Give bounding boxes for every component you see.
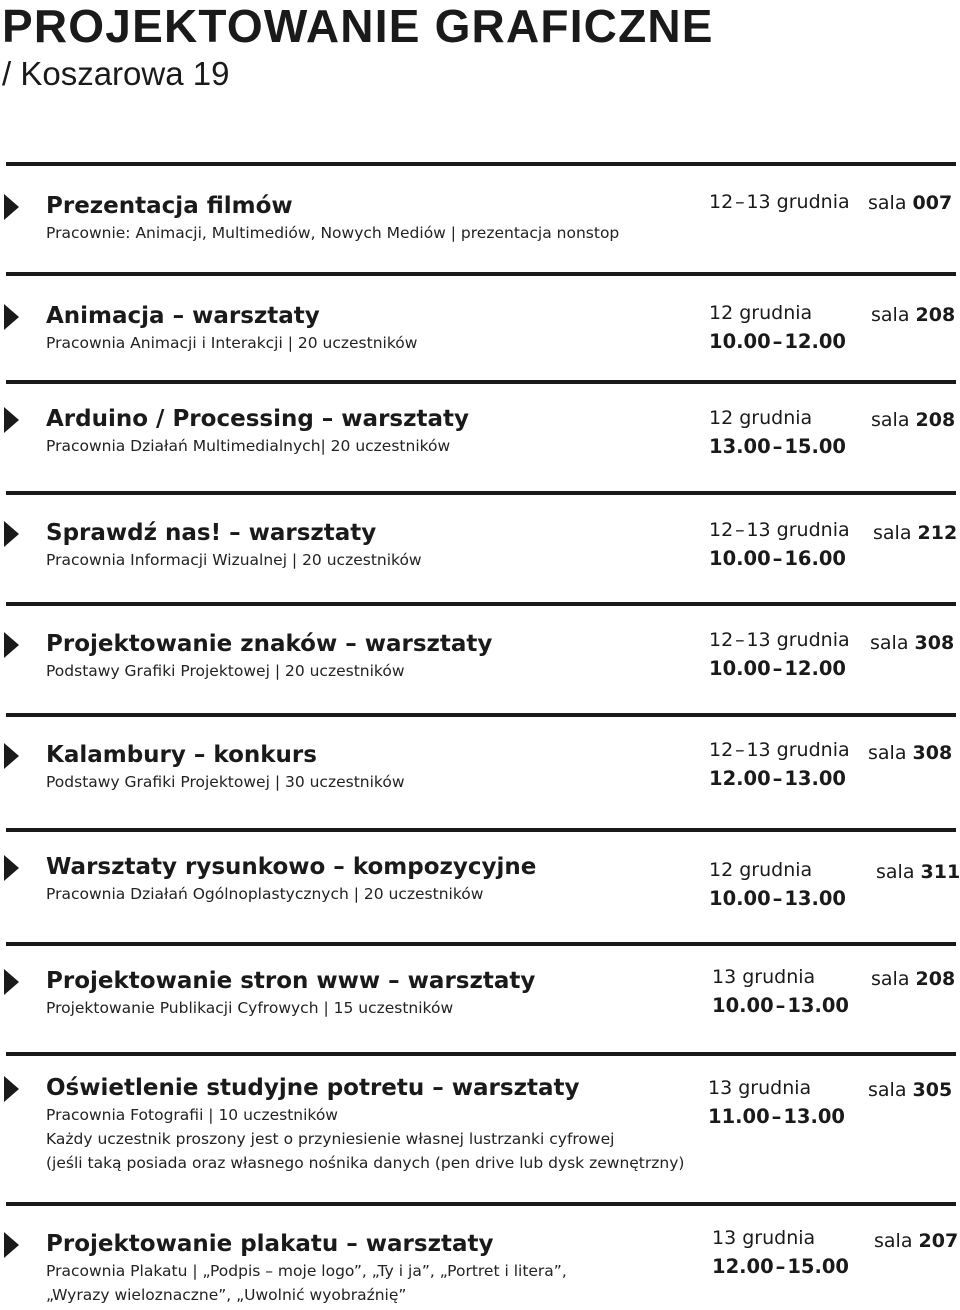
room-number: 308 [912, 742, 953, 764]
room-label: sala [874, 1230, 913, 1252]
room-number: 208 [915, 968, 956, 990]
arrow-bullet-icon [4, 855, 19, 881]
event-title: Animacja – warsztaty [46, 303, 320, 329]
arrow-bullet-icon [4, 521, 19, 547]
room-label: sala [871, 409, 910, 431]
event-title: Oświetlenie studyjne potretu – warsztaty [46, 1075, 580, 1101]
room-number: 305 [912, 1079, 953, 1101]
event-title: Projektowanie stron www – warsztaty [46, 968, 536, 994]
event-description: Podstawy Grafiki Projektowej | 30 uczestników [46, 773, 405, 791]
event-date: 13 grudnia [708, 1077, 812, 1099]
room-label: sala [870, 632, 909, 654]
event-time: 10.00 – 12.00 [709, 657, 846, 680]
divider-line [6, 1052, 956, 1056]
page-title: PROJEKTOWANIE GRAFICZNE [2, 0, 714, 52]
event-description: Pracownia Fotografii | 10 uczestników [46, 1106, 338, 1124]
event-time: 10.00 – 16.00 [709, 547, 846, 570]
room-label: sala [876, 861, 915, 883]
arrow-bullet-icon [4, 1232, 19, 1258]
event-title: Sprawdź nas! – warsztaty [46, 520, 377, 546]
event-description: Podstawy Grafiki Projektowej | 20 uczestników [46, 662, 405, 680]
divider-line [6, 602, 956, 606]
room-number: 212 [917, 522, 958, 544]
room-number: 208 [915, 304, 956, 326]
event-date: 13 grudnia [712, 966, 816, 988]
event-description: Projektowanie Publikacji Cyfrowych | 15 uczestników [46, 999, 454, 1017]
event-room [874, 1229, 958, 1253]
divider-line [6, 713, 956, 717]
room-label: sala [868, 1079, 907, 1101]
room-number: 007 [912, 192, 953, 214]
event-time: 10.00 – 13.00 [709, 887, 846, 910]
event-title: Arduino / Processing – warsztaty [46, 406, 469, 432]
event-time: 13.00 – 15.00 [709, 435, 846, 458]
room-label: sala [873, 522, 912, 544]
event-date: 12 grudnia [709, 407, 813, 429]
room-number: 308 [914, 632, 955, 654]
event-description: Pracownia Informacji Wizualnej | 20 uczestników [46, 551, 422, 569]
room-number: 207 [918, 1230, 959, 1252]
room-number: 208 [915, 409, 956, 431]
arrow-bullet-icon [4, 1076, 19, 1102]
event-description: Każdy uczestnik proszony jest o przyniesienie własnej lustrzanki cyfrowej [46, 1130, 615, 1148]
event-date: 12 – 13 grudnia [709, 629, 850, 651]
event-description: „Wyrazy wieloznaczne”, „Uwolnić wyobraźnię” [46, 1286, 407, 1304]
room-label: sala [871, 968, 910, 990]
room-number: 311 [920, 861, 960, 883]
event-title: Projektowanie plakatu – warsztaty [46, 1231, 494, 1257]
divider-line [6, 942, 956, 946]
event-time: 12.00 – 15.00 [712, 1255, 849, 1278]
divider-line [6, 1202, 956, 1206]
event-room [871, 967, 955, 991]
event-date: 12 grudnia [709, 302, 813, 324]
event-time: 12.00 – 13.00 [709, 767, 846, 790]
event-date: 13 grudnia [712, 1227, 816, 1249]
divider-line [6, 272, 956, 276]
arrow-bullet-icon [4, 743, 19, 769]
divider-line [6, 491, 956, 495]
divider-line [6, 828, 956, 832]
arrow-bullet-icon [4, 407, 19, 433]
event-date: 12 grudnia [709, 859, 813, 881]
event-room [873, 521, 957, 545]
event-date: 12 – 13 grudnia [709, 191, 850, 213]
event-room [876, 860, 960, 884]
room-label: sala [871, 304, 910, 326]
event-time: 10.00 – 12.00 [709, 330, 846, 353]
event-time: 10.00 – 13.00 [712, 994, 849, 1017]
event-title: Kalambury – konkurs [46, 742, 317, 768]
event-description: Pracownie: Animacji, Multimediów, Nowych Mediów | prezentacja nonstop [46, 224, 620, 242]
event-description: Pracownia Plakatu | „Podpis – moje logo”, „Ty i ja”, „Portret i litera”, [46, 1262, 567, 1280]
event-room [870, 631, 954, 655]
event-description: (jeśli taką posiada oraz własnego nośnika danych (pen drive lub dysk zewnętrzny) [46, 1154, 685, 1172]
arrow-bullet-icon [4, 304, 19, 330]
event-description: Pracownia Animacji i Interakcji | 20 uczestników [46, 334, 418, 352]
event-room [871, 408, 955, 432]
arrow-bullet-icon [4, 194, 19, 220]
event-date: 12 – 13 grudnia [709, 739, 850, 761]
room-label: sala [868, 192, 907, 214]
page-subtitle: / Koszarowa 19 [2, 55, 230, 92]
event-title: Warsztaty rysunkowo – kompozycyjne [46, 854, 537, 880]
event-room [868, 1078, 952, 1102]
event-room [868, 191, 952, 215]
event-room [868, 741, 952, 765]
event-time: 11.00 – 13.00 [708, 1105, 845, 1128]
arrow-bullet-icon [4, 632, 19, 658]
room-label: sala [868, 742, 907, 764]
arrow-bullet-icon [4, 969, 19, 995]
event-title: Prezentacja filmów [46, 193, 293, 219]
divider-line [6, 162, 956, 166]
event-date: 12 – 13 grudnia [709, 519, 850, 541]
event-description: Pracownia Działań Multimedialnych| 20 uczestników [46, 437, 451, 455]
event-description: Pracownia Działań Ogólnoplastycznych | 20 uczestników [46, 885, 484, 903]
event-room [871, 303, 955, 327]
divider-line [6, 380, 956, 384]
event-title: Projektowanie znaków – warsztaty [46, 631, 493, 657]
